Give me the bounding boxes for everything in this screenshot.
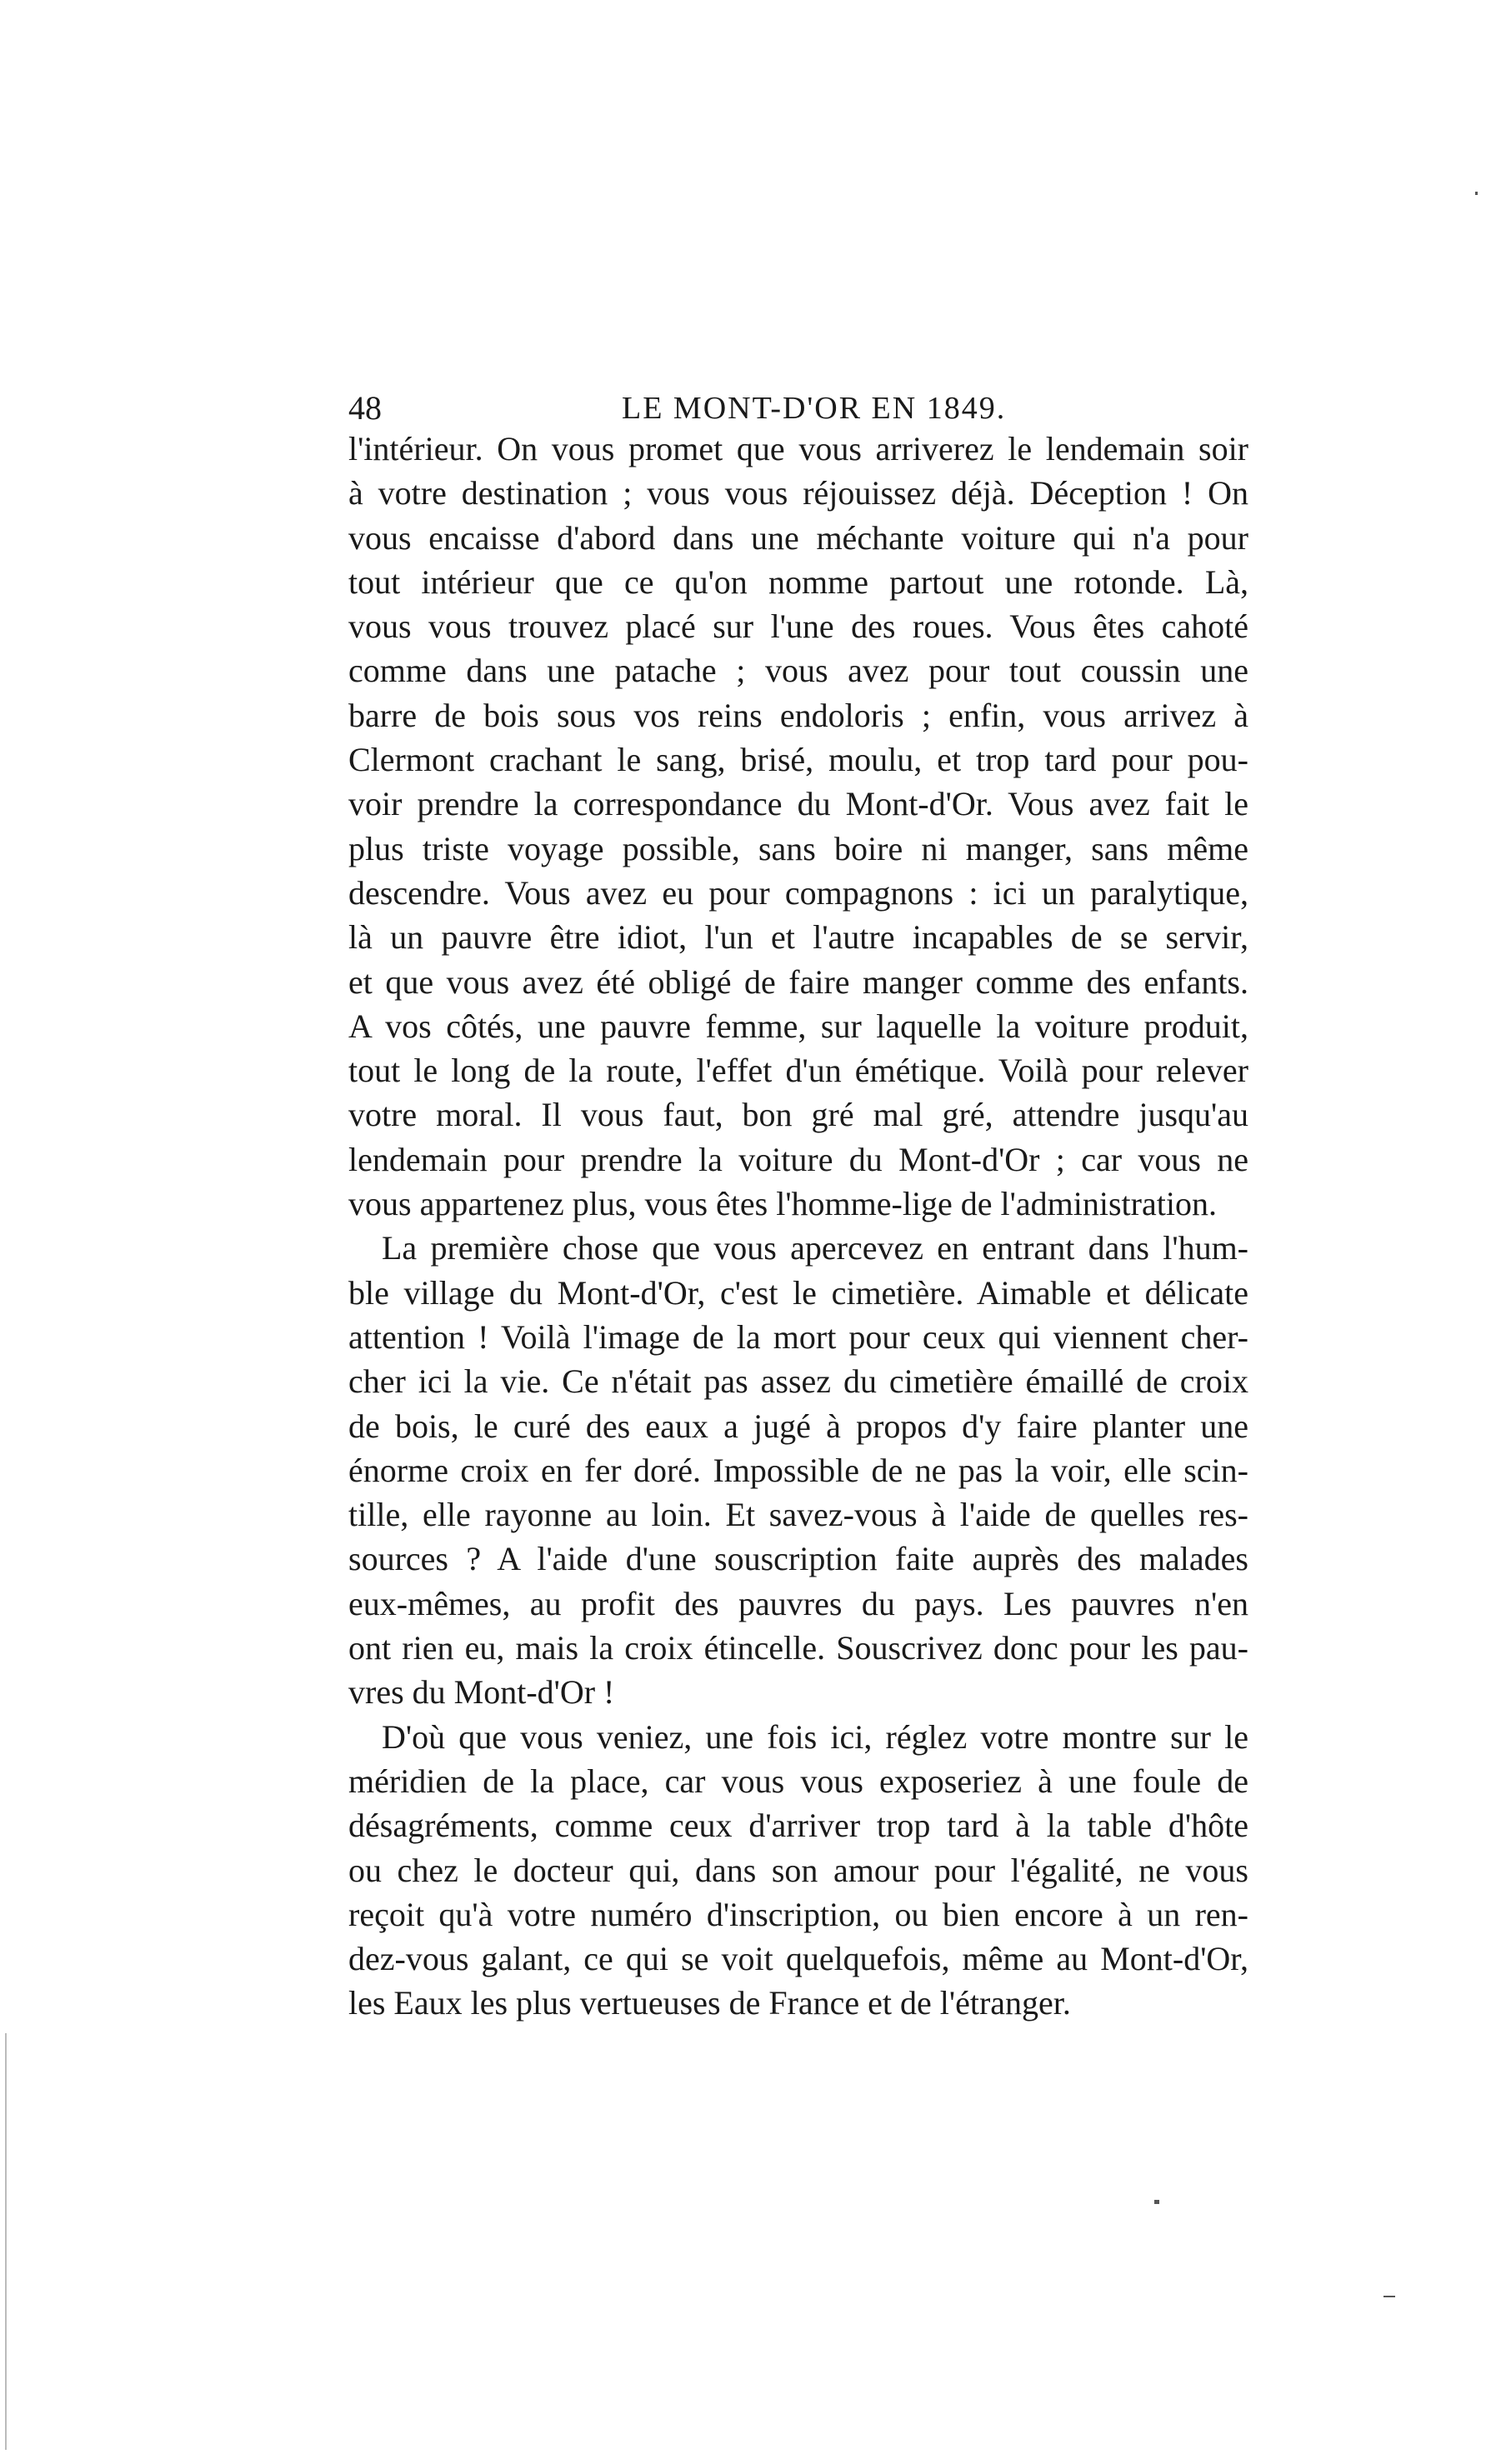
text-line: votre moral. Il vous faut, bon gré mal gré, attendre jusqu'au (348, 1096, 1248, 1134)
text-line: lendemain pour prendre la voiture du Mont-d'Or ; car vous ne (348, 1140, 1248, 1178)
text-line: énorme croix en fer doré. Impossible de ne pas la voir, elle scin- (348, 1451, 1248, 1489)
text-line: ble village du Mont-d'Or, c'est le cimetière. Aimable et délicate (348, 1273, 1248, 1312)
text-line: sources ? A l'aide d'une souscription faite auprès des malades (348, 1540, 1248, 1578)
running-title: LE MONT-D'OR EN 1849. (622, 391, 1007, 426)
scan-mark (1475, 192, 1478, 195)
text-line: les Eaux les plus vertueuses de France et de l'étranger. (348, 1984, 1071, 2022)
text-line: La première chose que vous apercevez en entrant dans l'hum- (382, 1229, 1248, 1267)
text-line: et que vous avez été obligé de faire manger comme des enfants. (348, 962, 1248, 1001)
paragraph (348, 1715, 1248, 2026)
text-line: vous appartenez plus, vous êtes l'homme-lige de l'administration. (348, 1185, 1217, 1223)
page-number: 48 (348, 389, 382, 427)
text-line: Clermont crachant le sang, brisé, moulu, et trop tard pour pou- (348, 741, 1248, 779)
text-line: vous encaisse d'abord dans une méchante voiture qui n'a pour (348, 518, 1248, 557)
paragraph (348, 1226, 1248, 1714)
text-line: reçoit qu'à votre numéro d'inscription, ou bien encore à un ren- (348, 1895, 1248, 1933)
scan-mark (1383, 2296, 1395, 2297)
text-line: tille, elle rayonne au loin. Et savez-vous à l'aide de quelles res- (348, 1496, 1248, 1534)
running-head (348, 383, 1248, 433)
scan-mark (1154, 2200, 1159, 2204)
text-line: D'où que vous veniez, une fois ici, réglez votre montre sur le (382, 1717, 1248, 1756)
text-line: vous vous trouvez placé sur l'une des roues. Vous êtes cahoté (348, 607, 1248, 646)
text-line: méridien de la place, car vous vous exposeriez à une foule de (348, 1762, 1248, 1800)
text-line: de bois, le curé des eaux a jugé à propos d'y faire planter une (348, 1407, 1248, 1445)
text-line: eux-mêmes, au profit des pauvres du pays. Les pauvres n'en (348, 1584, 1248, 1622)
text-line: vres du Mont-d'Or ! (348, 1673, 615, 1712)
text-line: attention ! Voilà l'image de la mort pour ceux qui viennent cher- (348, 1317, 1248, 1356)
text-line: dez-vous galant, ce qui se voit quelquefois, même au Mont-d'Or, (348, 1940, 1248, 1978)
text-line: tout intérieur que ce qu'on nomme partout une rotonde. Là, (348, 562, 1248, 601)
text-line: ont rien eu, mais la croix étincelle. Souscrivez donc pour les pau- (348, 1629, 1248, 1667)
text-line: A vos côtés, une pauvre femme, sur laquelle la voiture produit, (348, 1007, 1248, 1045)
text-line: barre de bois sous vos reins endoloris ; enfin, vous arrivez à (348, 696, 1248, 734)
text-line: désagréments, comme ceux d'arriver trop tard à la table d'hôte (348, 1807, 1248, 1845)
text-line: cher ici la vie. Ce n'était pas assez du cimetière émaillé de croix (348, 1362, 1248, 1401)
text-line: à votre destination ; vous vous réjouissez déjà. Déception ! On (348, 474, 1248, 512)
body-text (348, 427, 1248, 2026)
paragraph (348, 427, 1248, 1226)
text-line: tout le long de la route, l'effet d'un émétique. Voilà pour relever (348, 1052, 1248, 1090)
text-line: comme dans une patache ; vous avez pour tout coussin une (348, 652, 1248, 690)
text-line: ou chez le docteur qui, dans son amour pour l'égalité, ne vous (348, 1851, 1248, 1889)
text-line: descendre. Vous avez eu pour compagnons : ici un paralytique, (348, 873, 1248, 912)
text-line: voir prendre la correspondance du Mont-d'Or. Vous avez fait le (348, 785, 1248, 823)
scan-mark (5, 2033, 7, 2450)
text-line: l'intérieur. On vous promet que vous arriverez le lendemain soir (348, 430, 1248, 467)
text-line: là un pauvre être idiot, l'un et l'autre incapables de se servir, (348, 918, 1248, 957)
text-line: plus triste voyage possible, sans boire ni manger, sans même (348, 829, 1248, 867)
